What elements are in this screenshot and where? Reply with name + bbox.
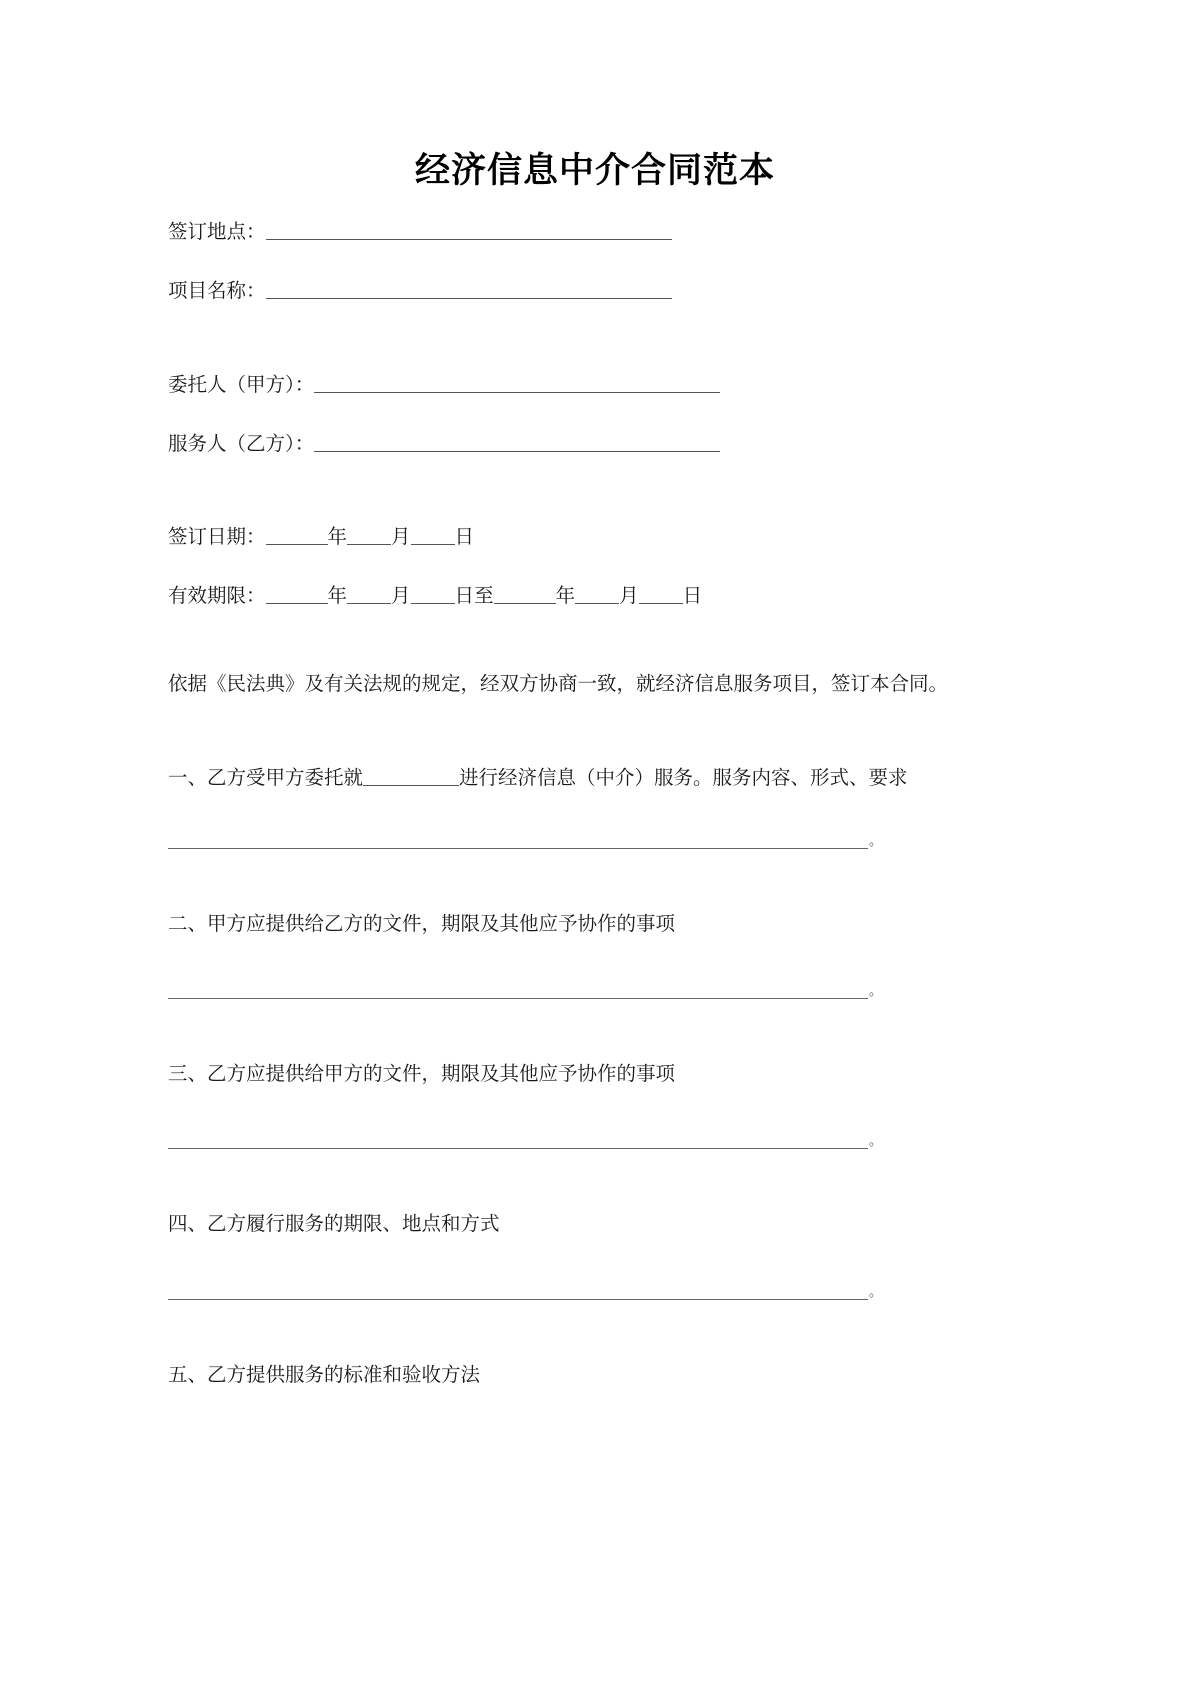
- preamble-paragraph: 依据《民法典》及有关法规的规定，经双方协商一致，就经济信息服务项目，签订本合同。: [168, 673, 949, 695]
- article-text-before-blank-1: 乙方受甲方委托就: [207, 767, 364, 789]
- field-input-service-party-b[interactable]: [314, 430, 720, 451]
- article-heading-5: [168, 1361, 1022, 1391]
- validity-end-year-input[interactable]: [494, 583, 556, 604]
- article-heading-3: [168, 1060, 1022, 1090]
- article-number-4: 四、: [168, 1214, 208, 1236]
- article-inline-blank-1[interactable]: [363, 764, 459, 785]
- article-answer-period-3: 。: [869, 1133, 883, 1149]
- signing-date-day-unit: 日: [454, 527, 475, 548]
- article-answer-period-2: 。: [869, 983, 883, 999]
- page-title: 经济信息中介合同范本: [414, 151, 775, 191]
- field-row-client-party-a: [168, 371, 1022, 400]
- validity-end-day-input[interactable]: [639, 583, 683, 604]
- field-row-service-party-b: [168, 430, 1022, 459]
- article-text-2: 甲方应提供给乙方的文件，期限及其他应予协作的事项: [207, 913, 676, 935]
- validity-to-word: 至: [474, 586, 494, 608]
- article-answer-line-2: [168, 978, 1022, 1008]
- article-number-1: 一、: [168, 767, 208, 789]
- article-text-after-blank-1: 进行经济信息（中介）服务。服务内容、形式、要求: [459, 767, 908, 789]
- signing-date-day-input[interactable]: [411, 524, 455, 545]
- article-answer-line-4: [168, 1279, 1022, 1309]
- validity-start-year-input[interactable]: [266, 583, 328, 604]
- signing-date-year-unit: 年: [327, 527, 348, 548]
- article-answer-line-1: [168, 828, 1022, 858]
- signing-date-month-input[interactable]: [347, 524, 391, 545]
- validity-end-month-input[interactable]: [575, 583, 619, 604]
- article-number-3: 三、: [168, 1064, 208, 1086]
- validity-start-month-unit: 月: [391, 586, 411, 608]
- article-answer-period-4: 。: [869, 1283, 883, 1299]
- validity-end-year-unit: 年: [555, 586, 576, 608]
- article-answer-input-1[interactable]: [168, 828, 868, 849]
- article-text-4: 乙方履行服务的期限、地点和方式: [207, 1214, 500, 1236]
- article-heading-1: [168, 764, 1022, 794]
- field-row-validity-period: [168, 582, 1022, 611]
- article-text-5: 乙方提供服务的标准和验收方法: [207, 1364, 481, 1386]
- field-input-signing-place[interactable]: [266, 219, 672, 240]
- field-label-service-party-b: 服务人（乙方）：: [168, 433, 315, 455]
- validity-end-day-unit: 日: [682, 586, 703, 608]
- field-label-signing-place: 签订地点：: [168, 222, 266, 243]
- field-input-project-name[interactable]: [266, 278, 672, 299]
- field-label-project-name: 项目名称：: [168, 281, 266, 303]
- article-answer-period-1: 。: [869, 832, 883, 848]
- article-heading-2: [168, 910, 1022, 940]
- article-answer-line-3: [168, 1128, 1022, 1158]
- document-content: [168, 0, 1022, 1391]
- validity-start-year-unit: 年: [327, 586, 348, 608]
- field-input-client-party-a[interactable]: [314, 371, 720, 392]
- article-answer-input-3[interactable]: [168, 1128, 868, 1149]
- article-text-3: 乙方应提供给甲方的文件，期限及其他应予协作的事项: [207, 1064, 676, 1086]
- field-label-validity-period: 有效期限：: [168, 586, 266, 608]
- signing-date-year-input[interactable]: [266, 524, 328, 545]
- validity-end-month-unit: 月: [619, 586, 639, 608]
- article-answer-input-4[interactable]: [168, 1279, 868, 1300]
- field-label-signing-date: 签订日期：: [168, 527, 266, 548]
- field-row-signing-place: [168, 218, 1022, 247]
- article-heading-4: [168, 1210, 1022, 1240]
- field-label-client-party-a: 委托人（甲方）：: [168, 374, 315, 396]
- validity-start-day-unit: 日: [454, 586, 475, 608]
- validity-start-month-input[interactable]: [347, 583, 391, 604]
- field-row-project-name: [168, 277, 1022, 306]
- article-number-2: 二、: [168, 913, 208, 935]
- field-row-signing-date: [168, 523, 1022, 552]
- signing-date-month-unit: 月: [391, 527, 411, 548]
- validity-start-day-input[interactable]: [411, 583, 455, 604]
- article-answer-input-2[interactable]: [168, 978, 868, 999]
- article-number-5: 五、: [168, 1364, 208, 1386]
